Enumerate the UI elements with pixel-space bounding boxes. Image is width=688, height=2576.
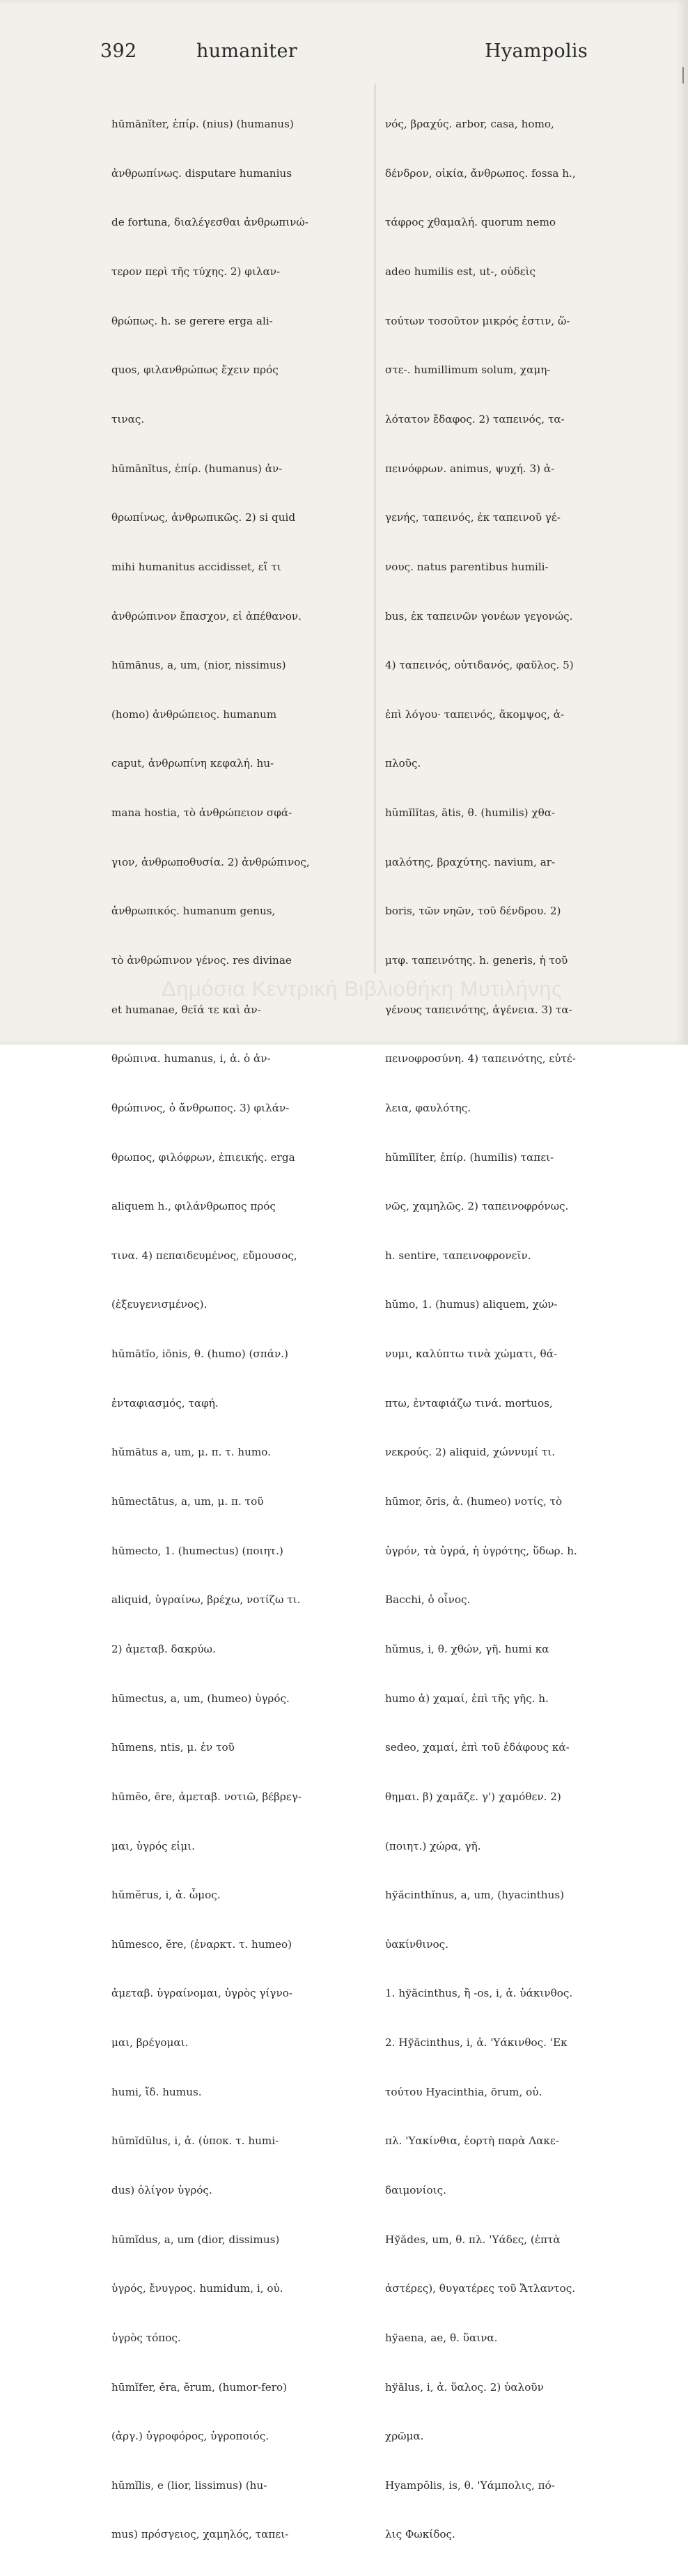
dictionary-line: Hўădes, um, θ. πλ. 'Υάδες, (ἑπτὰ	[385, 2233, 561, 2246]
dictionary-line: hūmens, ntis, μ. ἐν τοῦ	[111, 1741, 235, 1754]
dictionary-line: χρῶμα.	[385, 2430, 424, 2443]
dictionary-line: γένους ταπεινότης, ἀγένεια. 3) τα-	[385, 1003, 572, 1016]
dictionary-line: ὑγρόν, τὰ ὑγρά, ἡ ὑγρότης, ὕδωρ. h.	[385, 1544, 577, 1557]
dictionary-line: hŭmĭlĭter, ἐπίρ. (humilis) ταπει-	[385, 1150, 554, 1164]
dictionary-line: hūmĭfer, ĕra, ĕrum, (humor-fero)	[111, 2380, 288, 2394]
dictionary-line: sedeo, χαμαί, ἐπὶ τοῦ ἐδάφους κά-	[385, 1741, 570, 1754]
dictionary-line: νυμι, καλύπτω τινὰ χώματι, θά-	[385, 1348, 558, 1361]
right-column	[385, 84, 630, 2541]
dictionary-line: bus, ἐκ ταπεινῶν γονέων γεγονώς.	[385, 609, 573, 623]
dictionary-line: adeo humilis est, ut-, οὐδεὶς	[385, 265, 535, 279]
dictionary-line: mana hostia, τὸ ἀνθρώπειον σφά-	[111, 806, 292, 820]
dictionary-line: ἀμεταβ. ὑγραίνομαι, ὑγρὸς γίγνο-	[111, 1987, 292, 2000]
dictionary-line: hūmĕo, ēre, ἀμεταβ. νοτιῶ, βέβρεγ-	[111, 1790, 302, 1803]
dictionary-line: θρωπος, φιλόφρων, ἐπιεικής. erga	[111, 1150, 295, 1164]
header-left-guide-word: humaniter	[196, 40, 297, 62]
dictionary-line: πεινοφροσύνη. 4) ταπεινότης, εὐτέ-	[385, 1052, 576, 1065]
dictionary-line: hūmectātus, a, um, μ. π. τοῦ	[111, 1495, 264, 1508]
dictionary-line: (ποιητ.) χώρα, γῆ.	[385, 1839, 481, 1852]
dictionary-line: hŭmĕrus, i, ἀ. ὦμος.	[111, 1889, 221, 1902]
dictionary-line: hūmesco, ĕre, (ἐναρκτ. τ. humeo)	[111, 1937, 292, 1951]
dictionary-line: πλοῦς.	[385, 757, 421, 770]
dictionary-line: hŭmĭlis, e (lior, lissimus) (hu-	[111, 2479, 267, 2492]
dictionary-line: hўaena, ae, θ. ὕαινα.	[385, 2331, 498, 2344]
dictionary-line: μαλότης, βραχύτης. navium, ar-	[385, 855, 556, 868]
dictionary-line: γιον, ἀνθρωποθυσία. 2) ἀνθρώπινος,	[111, 855, 310, 868]
dictionary-line: quos, φιλανθρώπως ἔχειν πρός	[111, 364, 279, 377]
dictionary-line: λεια, φαυλότης.	[385, 1101, 471, 1114]
dictionary-line: aliquem h., φιλάνθρωπος πρός	[111, 1200, 276, 1213]
header-right-guide-word: Hyampolis	[485, 40, 588, 62]
dictionary-line: μτφ. ταπεινότης. h. generis, ἡ τοῦ	[385, 953, 568, 967]
dictionary-line: hŭmo, 1. (humus) aliquem, χών-	[385, 1298, 558, 1311]
dictionary-line: humo ἁ) χαμαί, ἐπὶ τῆς γῆς. h.	[385, 1692, 549, 1705]
dictionary-line: ἐνταφιασμός, ταφή.	[111, 1396, 219, 1410]
dictionary-line: ἀστέρες), θυγατέρες τοῦ Ἄτλαντος.	[385, 2282, 576, 2295]
dictionary-line: ἀνθρωπίνως. disputare humanius	[111, 166, 292, 180]
dictionary-line: ὑγρός, ἔνυγρος. humidum, i, οὐ.	[111, 2282, 283, 2295]
dictionary-line: στε-. humillimum solum, χαμη-	[385, 364, 551, 377]
dictionary-line: hŭmātĭo, iōnis, θ. (humo) (σπάν.)	[111, 1348, 288, 1361]
library-watermark: Δημόσια Κεντρική Βιβλιοθήκη Μυτιλήνης	[162, 976, 563, 1001]
dictionary-line: δαιμονίοις.	[385, 2184, 446, 2196]
dictionary-line: hўăcinthĭnus, a, um, (hyacinthus)	[385, 1889, 565, 1902]
dictionary-line: θημαι. β) χαμᾶζε. γ') χαμόθεν. 2)	[385, 1790, 561, 1803]
dictionary-line: h. sentire, ταπεινοφρονεῖν.	[385, 1249, 531, 1262]
dictionary-line: hŭmātus a, um, μ. π. τ. humo.	[111, 1446, 271, 1459]
dictionary-line: ἐπὶ λόγου· ταπεινός, ἄκομψος, ἁ-	[385, 708, 565, 721]
dictionary-line: boris, τῶν νηῶν, τοῦ δένδρου. 2)	[385, 905, 561, 918]
dictionary-line: mihi humanitus accidisset, εἴ τι	[111, 560, 281, 573]
dictionary-line: humi, ἴδ. humus.	[111, 2085, 202, 2098]
dictionary-line: τινας.	[111, 412, 145, 426]
dictionary-line: hўălus, i, ἀ. ὕαλος. 2) ὑαλοῦν	[385, 2380, 544, 2394]
dictionary-line: λότατον ἔδαφος. 2) ταπεινός, τα-	[385, 412, 565, 426]
dictionary-line: νεκρούς. 2) aliquid, χώννυμί τι.	[385, 1446, 556, 1459]
dictionary-line: ἀνθρωπικός. humanum genus,	[111, 905, 276, 918]
dictionary-line: mus) πρόσγειος, χαμηλός, ταπει-	[111, 2528, 289, 2541]
dictionary-line: ὑακίνθινος.	[385, 1937, 448, 1951]
dictionary-line: hūmor, ōris, ἀ. (humeo) νοτίς, τὸ	[385, 1495, 563, 1508]
dictionary-line: ἀνθρώπινον ἔπασχον, εἰ ἀπέθανον.	[111, 609, 302, 623]
dictionary-line: hūmānĭter, ἐπίρ. (nius) (humanus)	[111, 118, 294, 131]
dictionary-line: νῶς, χαμηλῶς. 2) ταπεινοφρόνως.	[385, 1200, 569, 1213]
dictionary-line: θρώπινος, ὁ ἄνθρωπος. 3) φιλάν-	[111, 1101, 290, 1114]
dictionary-line: 2) ἀμεταβ. δακρύω.	[111, 1642, 216, 1655]
dictionary-line: τούτου Hyacinthia, ōrum, οὐ.	[385, 2085, 542, 2098]
dictionary-line: hūmecto, 1. (humectus) (ποιητ.)	[111, 1544, 283, 1557]
dictionary-line: Bacchi, ὁ οἶνος.	[385, 1593, 471, 1607]
page-header	[100, 40, 588, 70]
dictionary-line: de fortuna, διαλέγεσθαι ἀνθρωπινώ-	[111, 216, 308, 229]
dictionary-line: caput, ἀνθρωπίνη κεφαλή. hu-	[111, 757, 274, 770]
dictionary-line: dus) ὀλίγον ὑγρός.	[111, 2184, 212, 2196]
dictionary-line: hūmectus, a, um, (humeo) ὑγρός.	[111, 1692, 290, 1705]
page-edge-mark	[682, 67, 684, 84]
dictionary-line: (ἐξευγενισμένος).	[111, 1298, 208, 1311]
dictionary-line: hŭmus, i, θ. χθών, γῆ. humi κα	[385, 1642, 549, 1655]
dictionary-line: hūmānus, a, um, (nior, nissimus)	[111, 659, 286, 672]
dictionary-line: τάφρος χθαμαλή. quorum nemo	[385, 216, 556, 229]
dictionary-line: τὸ ἀνθρώπινον γένος. res divinae	[111, 953, 292, 967]
dictionary-line: hūmānĭtus, ἐπίρ. (humanus) ἀν-	[111, 462, 283, 475]
dictionary-line: hŭmĭlĭtas, ātis, θ. (humilis) χθα-	[385, 806, 556, 820]
dictionary-line: πλ. 'Υακίνθια, ἑορτὴ παρὰ Λακε-	[385, 2134, 559, 2148]
dictionary-line: λις Φωκίδος.	[385, 2528, 455, 2541]
dictionary-line: πτω, ἐνταφιάζω τινά. mortuos,	[385, 1396, 553, 1410]
dictionary-line: Hyampŏlis, is, θ. 'Υάμπολις, πό-	[385, 2479, 555, 2492]
dictionary-line: 1. hўăcinthus, ἢ -os, i, ἀ. ὑάκινθος.	[385, 1987, 573, 2000]
dictionary-line: δένδρον, οἰκία, ἄνθρωπος. fossa h.,	[385, 166, 576, 180]
dictionary-line: τινα. 4) πεπαιδευμένος, εὔμουσος,	[111, 1249, 297, 1262]
dictionary-line: (homo) ἀνθρώπειος. humanum	[111, 708, 277, 721]
dictionary-line: 4) ταπεινός, οὐτιδανός, φαῦλος. 5)	[385, 659, 574, 672]
dictionary-line: (ἀργ.) ὑγροφόρος, ὑγροποιός.	[111, 2430, 269, 2443]
dictionary-line: τούτων τοσοῦτον μικρός ἐστιν, ὥ-	[385, 314, 570, 327]
dictionary-line: θρώπως. h. se gerere erga ali-	[111, 314, 273, 327]
dictionary-line: μαι, ὑγρός εἰμι.	[111, 1839, 195, 1852]
dictionary-line: θρωπίνως, ἀνθρωπικῶς. 2) si quid	[111, 511, 296, 524]
dictionary-line: ὑγρὸς τόπος.	[111, 2331, 181, 2344]
page-number: 392	[100, 40, 137, 62]
dictionary-line: hūmĭdŭlus, i, ἀ. (ὑποκ. τ. humi-	[111, 2134, 279, 2148]
dictionary-line: hūmĭdus, a, um (dior, dissimus)	[111, 2233, 280, 2246]
dictionary-line: τερον περὶ τῆς τύχης. 2) φιλαν-	[111, 265, 281, 279]
dictionary-line: et humanae, θεῖά τε καὶ ἀν-	[111, 1003, 261, 1016]
dictionary-line: νους. natus parentibus humili-	[385, 560, 549, 573]
dictionary-line: θρώπινα. humanus, i, ἀ. ὁ ἀν-	[111, 1052, 271, 1065]
dictionary-line: νός, βραχύς. arbor, casa, homo,	[385, 118, 554, 131]
dictionary-line: 2. Hўăcinthus, i, ἀ. 'Υάκινθος. 'Εκ	[385, 2036, 568, 2050]
dictionary-line: γενής, ταπεινός, ἐκ ταπεινοῦ γέ-	[385, 511, 561, 524]
dictionary-line: πεινόφρων. animus, ψυχή. 3) ἀ-	[385, 462, 555, 475]
dictionary-line: aliquid, ὑγραίνω, βρέχω, νοτίζω τι.	[111, 1593, 301, 1607]
dictionary-line: μαι, βρέγομαι.	[111, 2036, 189, 2050]
